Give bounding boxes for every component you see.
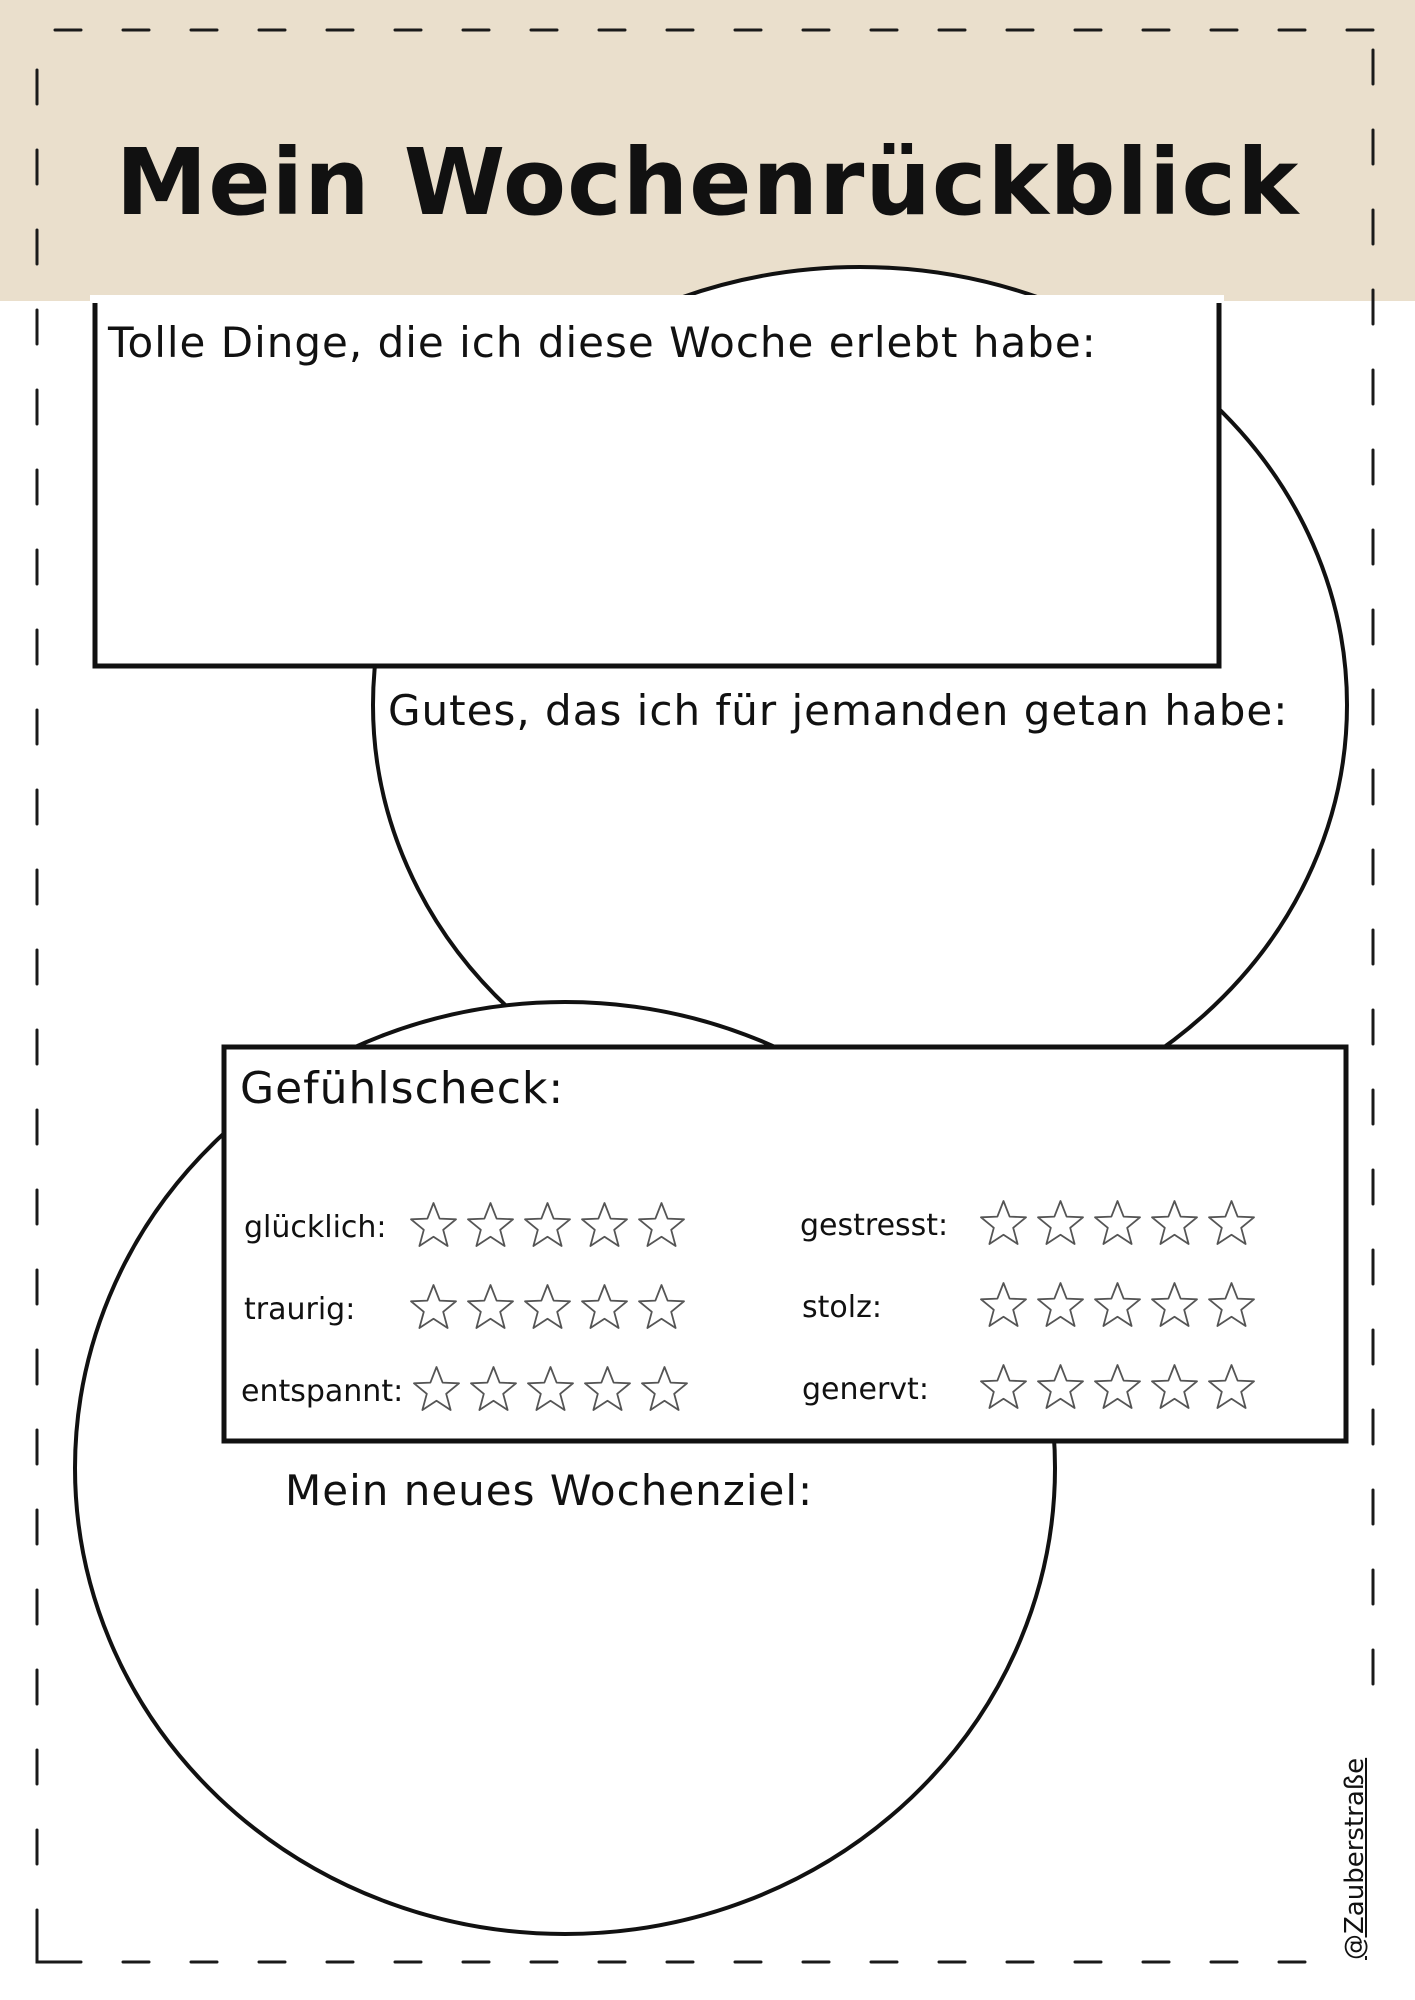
star-outline-icon[interactable] bbox=[639, 1364, 690, 1415]
star-outline-icon[interactable] bbox=[1092, 1198, 1143, 1249]
star-outline-icon[interactable] bbox=[582, 1364, 633, 1415]
label-gefuehlscheck: Gefühlscheck: bbox=[240, 1063, 565, 1114]
star-outline-icon[interactable] bbox=[1149, 1198, 1200, 1249]
page-title: Mein Wochenrückblick bbox=[115, 129, 1300, 236]
feeling-row-genervt bbox=[802, 1362, 929, 1418]
star-outline-icon[interactable] bbox=[1035, 1362, 1086, 1413]
feeling-label: entspannt: bbox=[241, 1374, 404, 1409]
star-outline-icon[interactable] bbox=[636, 1200, 687, 1251]
star-outline-icon[interactable] bbox=[525, 1364, 576, 1415]
star-outline-icon[interactable] bbox=[636, 1282, 687, 1333]
feeling-label: stolz: bbox=[802, 1290, 882, 1325]
star-outline-icon[interactable] bbox=[468, 1364, 519, 1415]
star-outline-icon[interactable] bbox=[522, 1200, 573, 1251]
feeling-row-entspannt bbox=[241, 1364, 403, 1420]
star-outline-icon[interactable] bbox=[1149, 1280, 1200, 1331]
star-outline-icon[interactable] bbox=[1149, 1362, 1200, 1413]
star-outline-icon[interactable] bbox=[1092, 1280, 1143, 1331]
star-outline-icon[interactable] bbox=[1092, 1362, 1143, 1413]
star-outline-icon[interactable] bbox=[1035, 1198, 1086, 1249]
star-outline-icon[interactable] bbox=[1206, 1198, 1257, 1249]
star-outline-icon[interactable] bbox=[465, 1282, 516, 1333]
star-outline-icon[interactable] bbox=[1206, 1280, 1257, 1331]
feeling-label: genervt: bbox=[802, 1372, 929, 1407]
star-outline-icon[interactable] bbox=[522, 1282, 573, 1333]
star-rating-entspannt[interactable] bbox=[411, 1364, 690, 1415]
star-outline-icon[interactable] bbox=[1206, 1362, 1257, 1413]
credit-label: @Zauberstraße bbox=[1340, 1757, 1370, 1960]
feeling-row-stolz bbox=[802, 1280, 882, 1336]
label-gutes-getan: Gutes, das ich für jemanden getan habe: bbox=[388, 686, 1289, 735]
star-outline-icon[interactable] bbox=[579, 1282, 630, 1333]
feeling-label: glücklich: bbox=[244, 1210, 387, 1245]
star-rating-traurig[interactable] bbox=[408, 1282, 687, 1333]
star-rating-stolz[interactable] bbox=[978, 1280, 1257, 1331]
label-wochenziel: Mein neues Wochenziel: bbox=[285, 1466, 814, 1515]
star-outline-icon[interactable] bbox=[978, 1362, 1029, 1413]
star-outline-icon[interactable] bbox=[408, 1282, 459, 1333]
star-outline-icon[interactable] bbox=[579, 1200, 630, 1251]
feeling-row-gluecklich bbox=[244, 1200, 387, 1256]
feeling-label: traurig: bbox=[244, 1292, 356, 1327]
star-rating-gestresst[interactable] bbox=[978, 1198, 1257, 1249]
feeling-row-traurig bbox=[244, 1282, 355, 1338]
star-rating-genervt[interactable] bbox=[978, 1362, 1257, 1413]
star-outline-icon[interactable] bbox=[978, 1280, 1029, 1331]
star-outline-icon[interactable] bbox=[465, 1200, 516, 1251]
star-outline-icon[interactable] bbox=[411, 1364, 462, 1415]
feeling-row-gestresst bbox=[800, 1198, 948, 1254]
label-tolle-dinge: Tolle Dinge, die ich diese Woche erlebt habe: bbox=[108, 318, 1097, 367]
star-outline-icon[interactable] bbox=[408, 1200, 459, 1251]
star-outline-icon[interactable] bbox=[978, 1198, 1029, 1249]
feeling-label: gestresst: bbox=[800, 1208, 949, 1243]
star-rating-gluecklich[interactable] bbox=[408, 1200, 687, 1251]
star-outline-icon[interactable] bbox=[1035, 1280, 1086, 1331]
